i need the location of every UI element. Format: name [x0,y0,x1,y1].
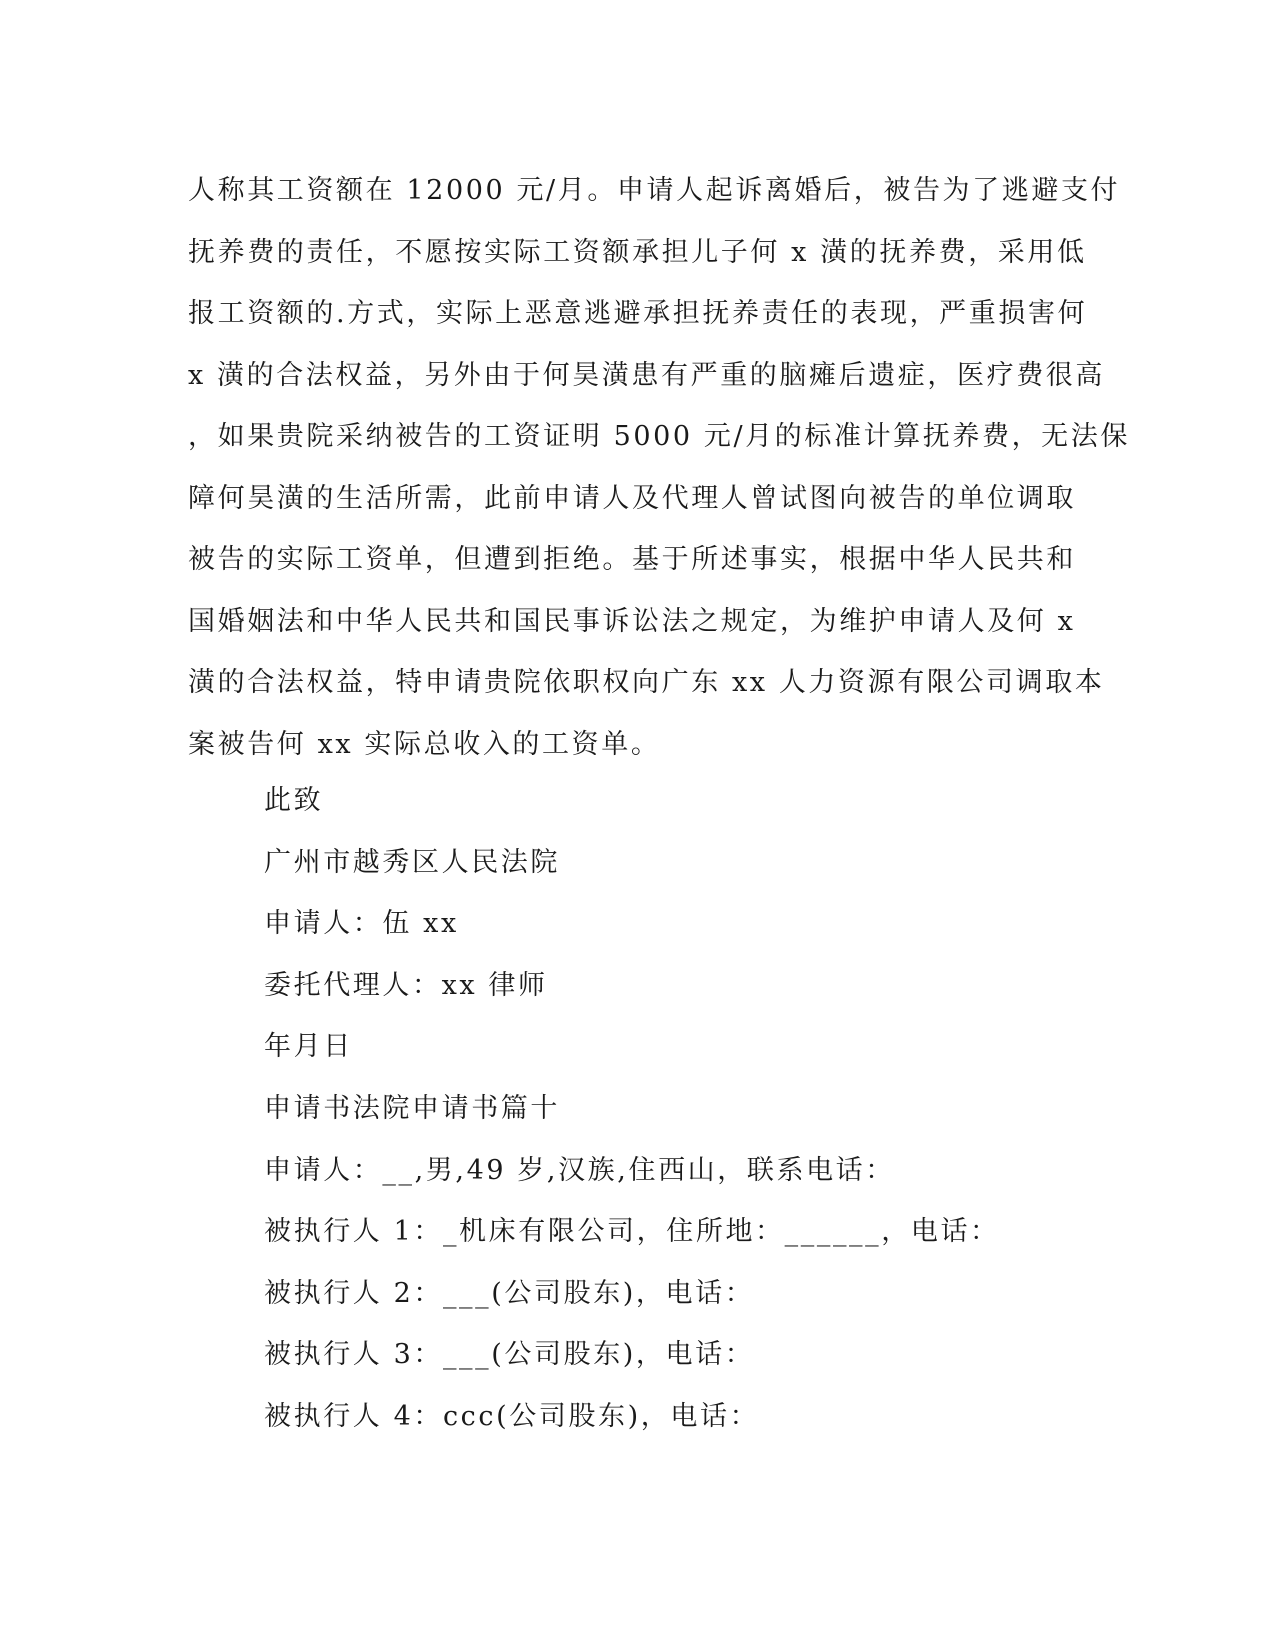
paragraph-line: 报工资额的.方式，实际上恶意逃避承担抚养责任的表现，严重损害何 [188,298,1088,329]
section-title: 申请书法院申请书篇十 [264,1092,560,1124]
paragraph-line: x 潢的合法权益，另外由于何昊潢患有严重的脑瘫后遗症，医疗费很高 [188,359,1106,391]
applicant-info: 申请人：__,男,49 岁,汉族,住西山，联系电话： [264,1154,895,1186]
paragraph-line: ，如果贵院采纳被告的工资证明 5000 元/月的标准计算抚养费，无法保 [188,421,1130,452]
closing-and-next-section [264,770,1114,1448]
paragraph-line: 人称其工资额在 12000 元/月。申请人起诉离婚后，被告为了逃避支付 [188,175,1121,206]
paragraph-line: 案被告何 xx 实际总收入的工资单。 [188,728,661,760]
paragraph-line: 潢的合法权益，特申请贵院依职权向广东 xx 人力资源有限公司调取本 [188,667,1105,698]
body-paragraph [188,160,1130,775]
respondent-line: 被执行人 4：ccc(公司股东)，电话： [264,1400,760,1432]
respondent-line: 被执行人 3：___(公司股东)，电话： [264,1339,755,1371]
court-name: 广州市越秀区人民法院 [264,846,560,878]
signature-date: 年月日 [264,1031,353,1063]
paragraph-line: 国婚姻法和中华人民共和国民事诉讼法之规定，为维护申请人及何 x [188,605,1076,637]
respondent-line: 被执行人 1：_机床有限公司，住所地：______，电话： [264,1216,1000,1248]
paragraph-line: 障何昊潢的生活所需，此前申请人及代理人曾试图向被告的单位调取 [188,482,1076,514]
salutation: 此致 [264,785,324,816]
applicant-signature: 申请人：伍 xx [264,908,459,940]
paragraph-line: 抚养费的责任，不愿按实际工资额承担儿子何 x 潢的抚养费，采用低 [188,236,1087,268]
agent-signature: 委托代理人：xx 律师 [264,969,548,1001]
respondent-line: 被执行人 2：___(公司股东)，电话： [264,1277,755,1309]
paragraph-line: 被告的实际工资单，但遭到拒绝。基于所述事实，根据中华人民共和 [188,544,1076,575]
